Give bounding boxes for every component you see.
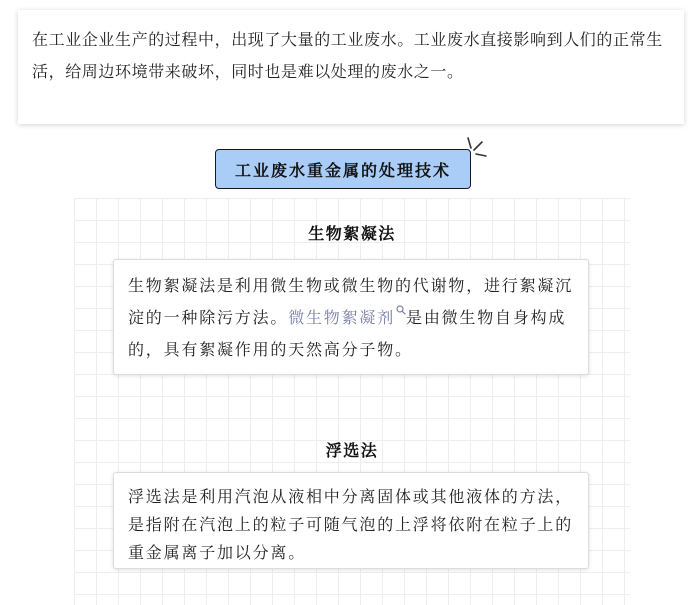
intro-paragraph: 在工业企业生产的过程中，出现了大量的工业废水。工业废水直接影响到人们的正常生活，给周边环境带来破坏，同时也是难以处理的废水之一。 — [32, 30, 663, 81]
section-title-label: 工业废水重金属的处理技术 — [234, 160, 451, 180]
paragraph-text: 生物絮凝法是利用微生物或微生物的代谢物，进行絮凝沉淀的一种除污方法。 — [128, 276, 574, 327]
section-heading-bioflocculation: 生物絮凝法 — [308, 224, 396, 243]
section-title-badge — [215, 149, 471, 189]
search-icon — [396, 305, 406, 315]
intro-card — [18, 10, 684, 124]
link-text: 微生物絮凝剂 — [288, 308, 396, 327]
bioflocculant-link[interactable] — [288, 308, 406, 327]
spark-icon — [460, 136, 488, 166]
section-heading-flotation: 浮选法 — [325, 441, 379, 460]
card-paragraph: 浮选法是利用汽泡从液相中分离固体或其他液体的方法，是指附在汽泡上的粒子可随气泡的上浮将依附在粒子上的重金属离子加以分离。 — [128, 487, 574, 562]
content-card-flotation — [113, 472, 589, 569]
card-paragraph — [128, 270, 574, 366]
content-card-bioflocculation — [113, 259, 589, 375]
paragraph-text-continued: 是由微生物自身构成的，具有絮凝作用的天然高分子物。 — [128, 308, 567, 359]
